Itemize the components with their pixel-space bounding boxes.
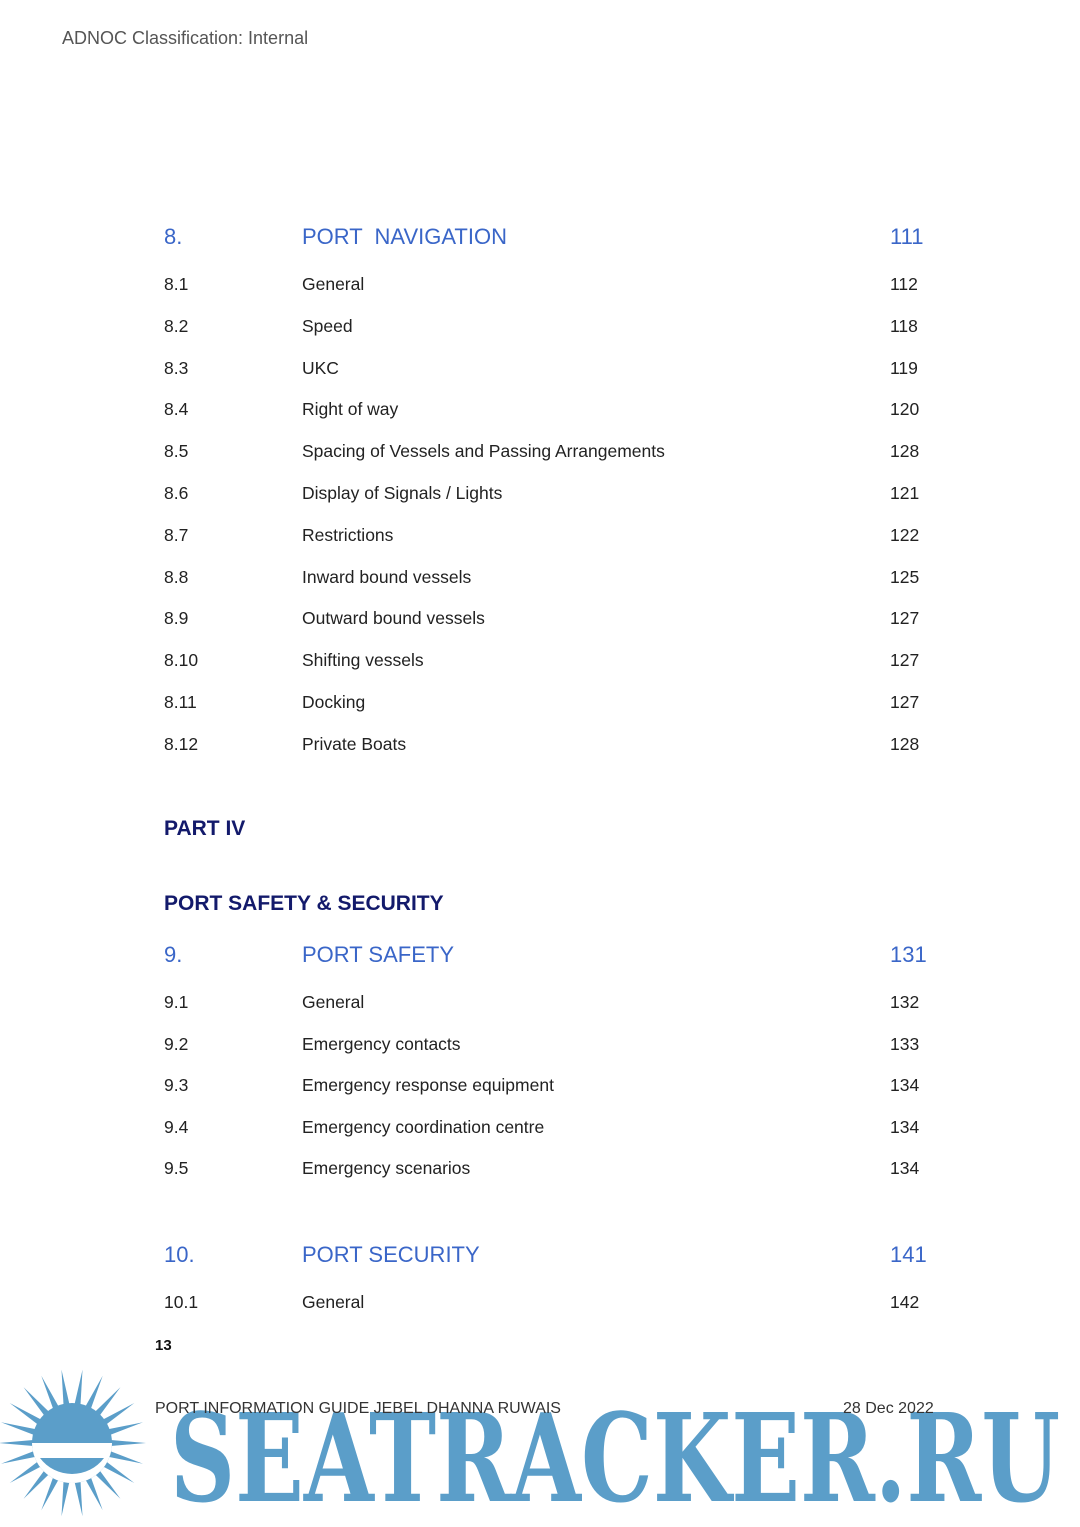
toc-heading-port-security[interactable]: [0, 1242, 1080, 1272]
entry-number: 8.5: [164, 441, 189, 462]
entry-title: General: [302, 274, 365, 294]
section-number: 10.: [164, 1242, 195, 1267]
entry-title: Outward bound vessels: [302, 608, 485, 629]
entry-number: 9.4: [164, 1116, 189, 1137]
entry-page: 122: [890, 524, 920, 545]
toc-entry[interactable]: [0, 692, 1080, 722]
entry-title: Restrictions: [302, 524, 394, 545]
entry-number: 8.1: [164, 274, 189, 294]
toc-entry[interactable]: [0, 650, 1080, 680]
toc-entry[interactable]: [0, 1292, 1080, 1322]
entry-page: 127: [890, 692, 920, 712]
section-page: 111: [890, 224, 924, 249]
entry-page: 132: [890, 992, 920, 1012]
entry-page: 118: [890, 315, 918, 336]
section-page: 141: [890, 1242, 927, 1267]
section-title: PORT SAFETY: [302, 942, 455, 967]
sun-logo-icon: [0, 1368, 160, 1518]
entry-title: General: [302, 992, 365, 1012]
entry-page: 112: [890, 274, 918, 294]
toc-entry[interactable]: [0, 525, 1080, 555]
toc-entry[interactable]: [0, 608, 1080, 638]
section-title: PORT SECURITY: [302, 1242, 480, 1267]
entry-title: Shifting vessels: [302, 650, 424, 671]
entry-page: 125: [890, 566, 920, 587]
entry-number: 8.4: [164, 399, 189, 420]
entry-title: UKC: [302, 357, 339, 378]
footer-date: 28 Dec 2022: [843, 1400, 934, 1417]
entry-number: 8.9: [164, 608, 189, 629]
part-label: PART IV: [164, 817, 246, 840]
entry-page: 133: [890, 1033, 920, 1054]
entry-page: 134: [890, 1158, 920, 1179]
toc-entry[interactable]: [0, 1075, 1080, 1105]
entry-title: Docking: [302, 692, 366, 712]
entry-number: 9.2: [164, 1033, 189, 1054]
entry-page: 128: [890, 733, 920, 754]
entry-page: 120: [890, 399, 920, 420]
entry-page: 121: [890, 483, 920, 503]
entry-number: 8.2: [164, 315, 189, 336]
toc-entry[interactable]: [0, 483, 1080, 513]
toc-entry[interactable]: [0, 1158, 1080, 1188]
toc-entry[interactable]: [0, 567, 1080, 597]
entry-title: Speed: [302, 315, 353, 336]
toc-heading-port-navigation[interactable]: [0, 224, 1080, 254]
watermark-label: SEATRACKER.RU: [170, 1386, 1060, 1526]
toc-entry[interactable]: [0, 274, 1080, 304]
entry-page: 134: [890, 1116, 920, 1137]
entry-number: 8.3: [164, 357, 189, 378]
toc-entry[interactable]: [0, 441, 1080, 471]
toc-entry[interactable]: [0, 399, 1080, 429]
entry-title: Inward bound vessels: [302, 566, 472, 587]
entry-number: 8.7: [164, 524, 189, 545]
entry-page: 127: [890, 650, 920, 671]
section-title: PORT NAVIGATION: [302, 224, 507, 249]
section-number: 9.: [164, 942, 183, 967]
toc-entry[interactable]: [0, 1117, 1080, 1147]
entry-number: 8.8: [164, 566, 189, 587]
entry-page: 119: [890, 357, 918, 378]
entry-number: 8.12: [164, 733, 199, 754]
entry-number: 10.1: [164, 1292, 199, 1312]
entry-number: 9.3: [164, 1075, 189, 1096]
entry-page: 128: [890, 441, 920, 462]
toc-heading-port-safety[interactable]: [0, 942, 1080, 972]
entry-title: Emergency coordination centre: [302, 1116, 545, 1137]
section-number: 8.: [164, 224, 183, 249]
footer-document-title: PORT INFORMATION GUIDE JEBEL DHANNA RUWAIS: [155, 1400, 561, 1417]
toc-entry[interactable]: [0, 358, 1080, 388]
toc-entry[interactable]: [0, 992, 1080, 1022]
entry-page: 134: [890, 1075, 920, 1096]
entry-number: 9.1: [164, 992, 189, 1012]
toc-entry[interactable]: [0, 1034, 1080, 1064]
classification-label: ADNOC Classification: Internal: [62, 28, 309, 48]
page-number: 13: [155, 1337, 172, 1354]
entry-title: Private Boats: [302, 733, 407, 754]
section-page: 131: [890, 942, 927, 967]
entry-title: Spacing of Vessels and Passing Arrangements: [302, 441, 665, 462]
entry-number: 8.11: [164, 692, 197, 712]
entry-title: Emergency contacts: [302, 1033, 461, 1054]
entry-number: 8.10: [164, 650, 199, 671]
toc-entry[interactable]: [0, 734, 1080, 764]
part-title: PORT SAFETY & SECURITY: [164, 892, 444, 915]
entry-title: Right of way: [302, 399, 399, 420]
entry-page: 127: [890, 608, 920, 629]
entry-title: General: [302, 1292, 365, 1312]
toc-entry[interactable]: [0, 316, 1080, 346]
entry-number: 9.5: [164, 1158, 189, 1179]
entry-title: Emergency scenarios: [302, 1158, 471, 1179]
entry-title: Display of Signals / Lights: [302, 483, 503, 503]
entry-title: Emergency response equipment: [302, 1075, 554, 1096]
entry-number: 8.6: [164, 483, 189, 503]
entry-page: 142: [890, 1292, 920, 1312]
